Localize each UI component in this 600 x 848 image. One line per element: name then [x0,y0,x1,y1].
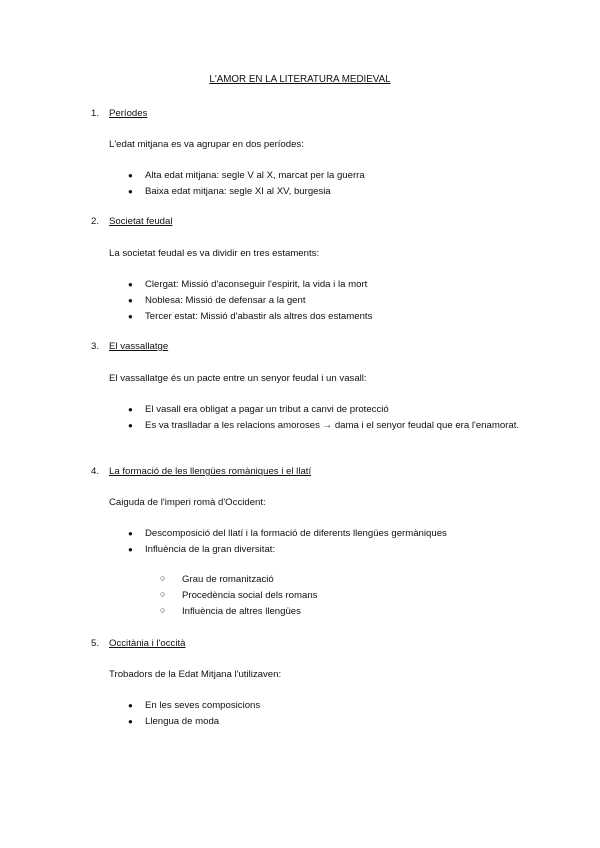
section-heading [91,638,185,649]
section-intro: La societat feudal es va dividir en tres estaments: [109,248,320,259]
section-heading [91,466,311,477]
list-item: ● Es va traslladar a les relacions amoroses → dama i el senyor feudal que era l'enamorat. [145,418,525,434]
section-title: Períodes [109,108,148,119]
sub-list-item: ○ Grau de romanització [160,573,274,585]
section-number: 2. [91,216,100,227]
bullet-icon: ● [128,405,133,414]
circle-bullet-icon: ○ [160,605,166,615]
section-number: 5. [91,638,100,649]
list-item: ● Descomposició del llatí i la formació de diferents llengües germàniques [145,526,525,542]
bullet-icon: ● [128,717,133,726]
circle-bullet-icon: ○ [160,573,166,583]
section-number: 3. [91,341,100,352]
bullet-icon: ● [128,545,133,554]
list-item: ● Alta edat mitjana: segle V al X, marcat per la guerra [145,168,525,184]
bullet-icon: ● [128,280,133,289]
list-item: ● Tercer estat: Missió d'abastir als altres dos estaments [145,309,525,325]
section-number: 4. [91,466,100,477]
circle-bullet-icon: ○ [160,589,166,599]
list-item: ● Noblesa: Missió de defensar a la gent [145,293,525,309]
section-heading [91,216,172,227]
section-number: 1. [91,108,100,119]
bullet-icon: ● [128,701,133,710]
list-item: ● Clergat: Missió d'aconseguir l'espirit, la vida i la mort [145,277,525,293]
section-intro: L'edat mitjana es va agrupar en dos períodes: [109,139,304,150]
bullet-icon: ● [128,296,133,305]
bullet-icon: ● [128,187,133,196]
section-intro: Caiguda de l'imperi romà d'Occident: [109,497,266,508]
sub-list-item: ○ Influència de altres llengües [160,605,301,617]
list-item: ● Llengua de moda [145,714,525,730]
list-item: ● En les seves composicions [145,698,525,714]
section-title: Societat feudal [109,216,173,227]
bullet-icon: ● [128,421,133,430]
bullet-icon: ● [128,171,133,180]
list-item: ● Influència de la gran diversitat: [145,542,525,558]
list-item: ● Baixa edat mitjana: segle XI al XV, burgesia [145,184,525,200]
sub-list-item: ○ Procedència social dels romans [160,589,318,601]
bullet-icon: ● [128,312,133,321]
document-title: L'AMOR EN LA LITERATURA MEDIEVAL [209,74,391,85]
section-intro: El vassallatge és un pacte entre un senyor feudal i un vasall: [109,373,367,384]
section-heading [91,108,147,119]
section-title: La formació de les llengües romàniques i el llatí [109,466,312,477]
bullet-icon: ● [128,529,133,538]
section-title: El vassallatge [109,341,169,352]
section-intro: Trobadors de la Edat Mitjana l'utilizaven: [109,669,282,680]
section-heading [91,341,168,352]
list-item: ● El vasall era obligat a pagar un tribut a canvi de protecció [145,402,525,418]
section-title: Occitània i l'occità [109,638,186,649]
